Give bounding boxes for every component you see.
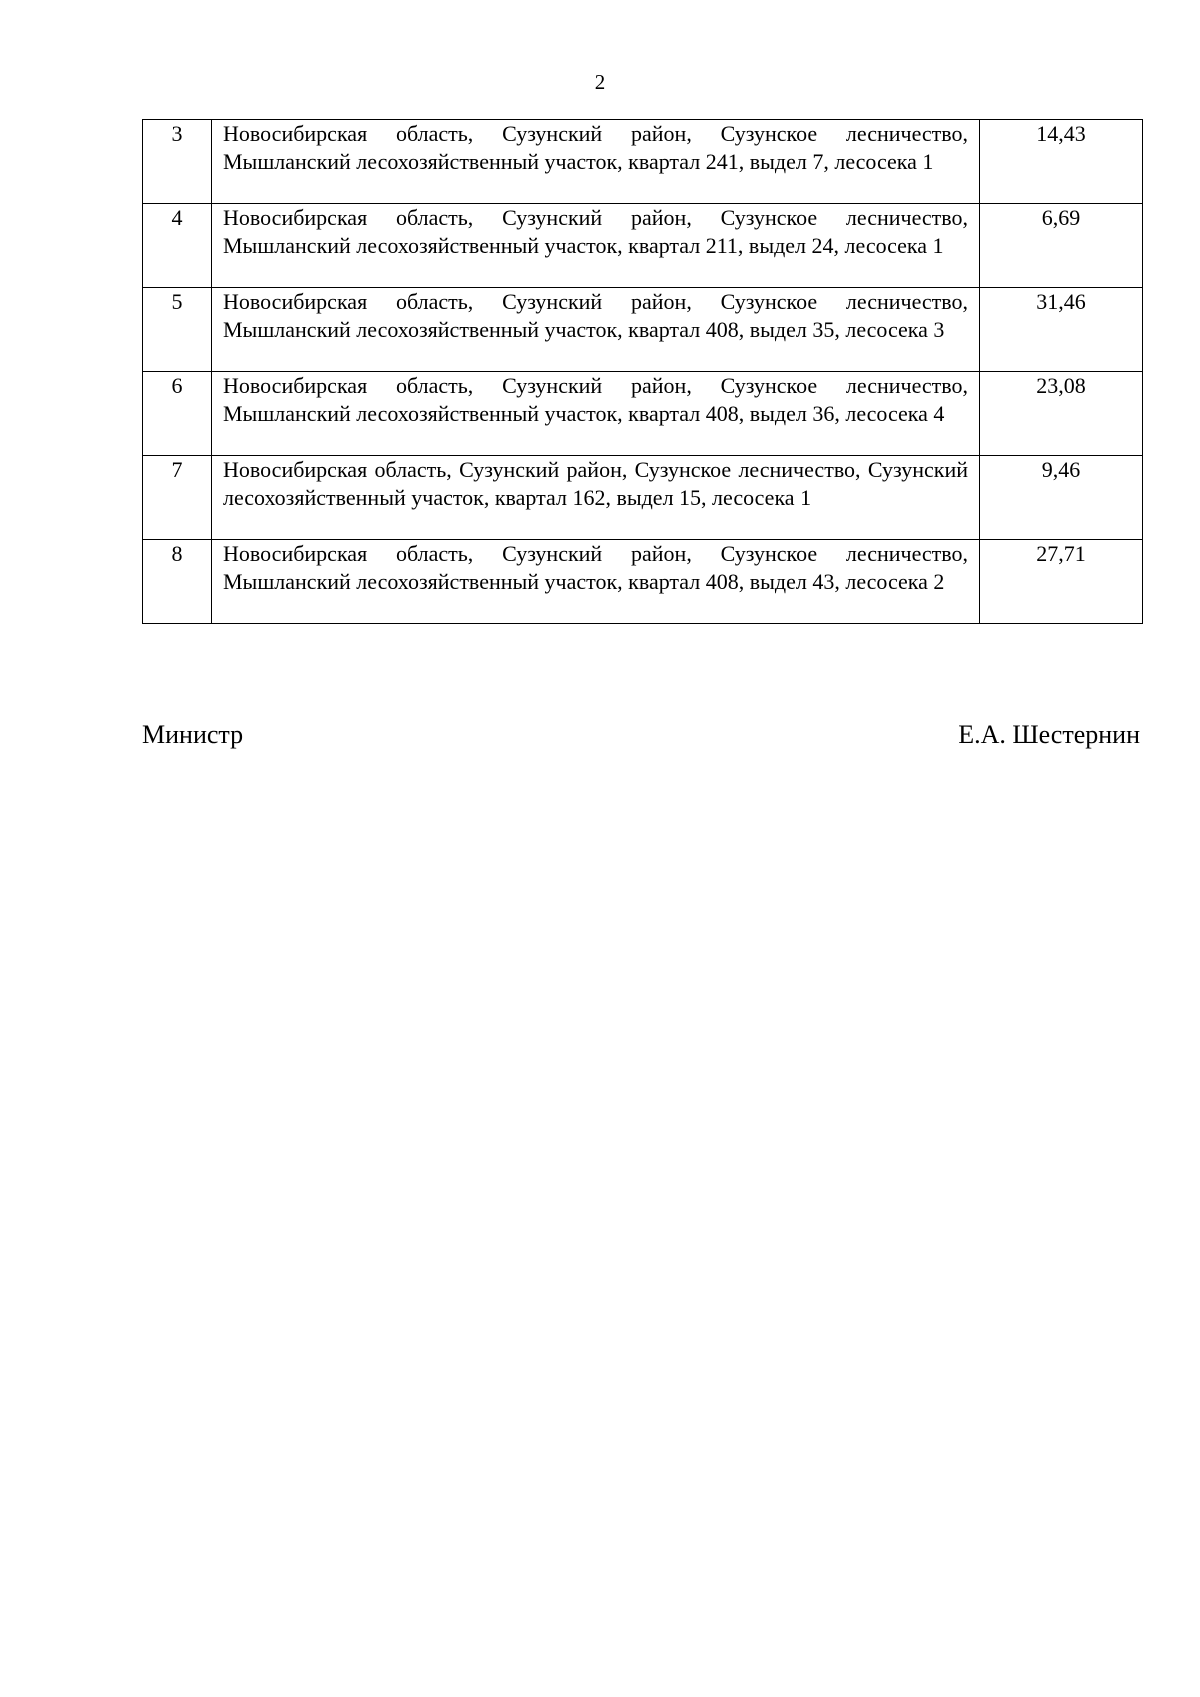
row-location: Новосибирская область, Сузунский район, Сузунское лесничество, Мышланский лесохозяйственный участок, квартал 408, выдел 43, лесосека 2 (212, 540, 980, 624)
row-location: Новосибирская область, Сузунский район, Сузунское лесничество, Мышланский лесохозяйственный участок, квартал 408, выдел 36, лесосека 4 (212, 372, 980, 456)
row-area: 27,71 (980, 540, 1143, 624)
row-location: Новосибирская область, Сузунский район, Сузунское лесничество, Мышланский лесохозяйственный участок, квартал 408, выдел 35, лесосека 3 (212, 288, 980, 372)
table-row (143, 540, 1143, 624)
row-location: Новосибирская область, Сузунский район, Сузунское лесничество, Мышланский лесохозяйственный участок, квартал 241, выдел 7, лесосека 1 (212, 120, 980, 204)
row-number: 7 (143, 456, 212, 540)
table-row (143, 372, 1143, 456)
page-number: 2 (594, 70, 606, 94)
row-location: Новосибирская область, Сузунский район, Сузунское лесничество, Сузунский лесохозяйственный участок, квартал 162, выдел 15, лесосека 1 (212, 456, 980, 540)
row-area: 31,46 (980, 288, 1143, 372)
row-area: 23,08 (980, 372, 1143, 456)
table-row (143, 288, 1143, 372)
table-row (143, 204, 1143, 288)
row-number: 4 (143, 204, 212, 288)
row-location: Новосибирская область, Сузунский район, Сузунское лесничество, Мышланский лесохозяйственный участок, квартал 211, выдел 24, лесосека 1 (212, 204, 980, 288)
signature-block (142, 718, 1140, 752)
row-area: 6,69 (980, 204, 1143, 288)
table-row (143, 120, 1143, 204)
signatory-name: Е.А. Шестернин (958, 720, 1140, 749)
row-area: 9,46 (980, 456, 1143, 540)
row-number: 8 (143, 540, 212, 624)
row-area: 14,43 (980, 120, 1143, 204)
row-number: 5 (143, 288, 212, 372)
table-row (143, 456, 1143, 540)
forest-plots-table (142, 119, 1143, 624)
signatory-position: Министр (142, 720, 244, 749)
row-number: 6 (143, 372, 212, 456)
row-number: 3 (143, 120, 212, 204)
